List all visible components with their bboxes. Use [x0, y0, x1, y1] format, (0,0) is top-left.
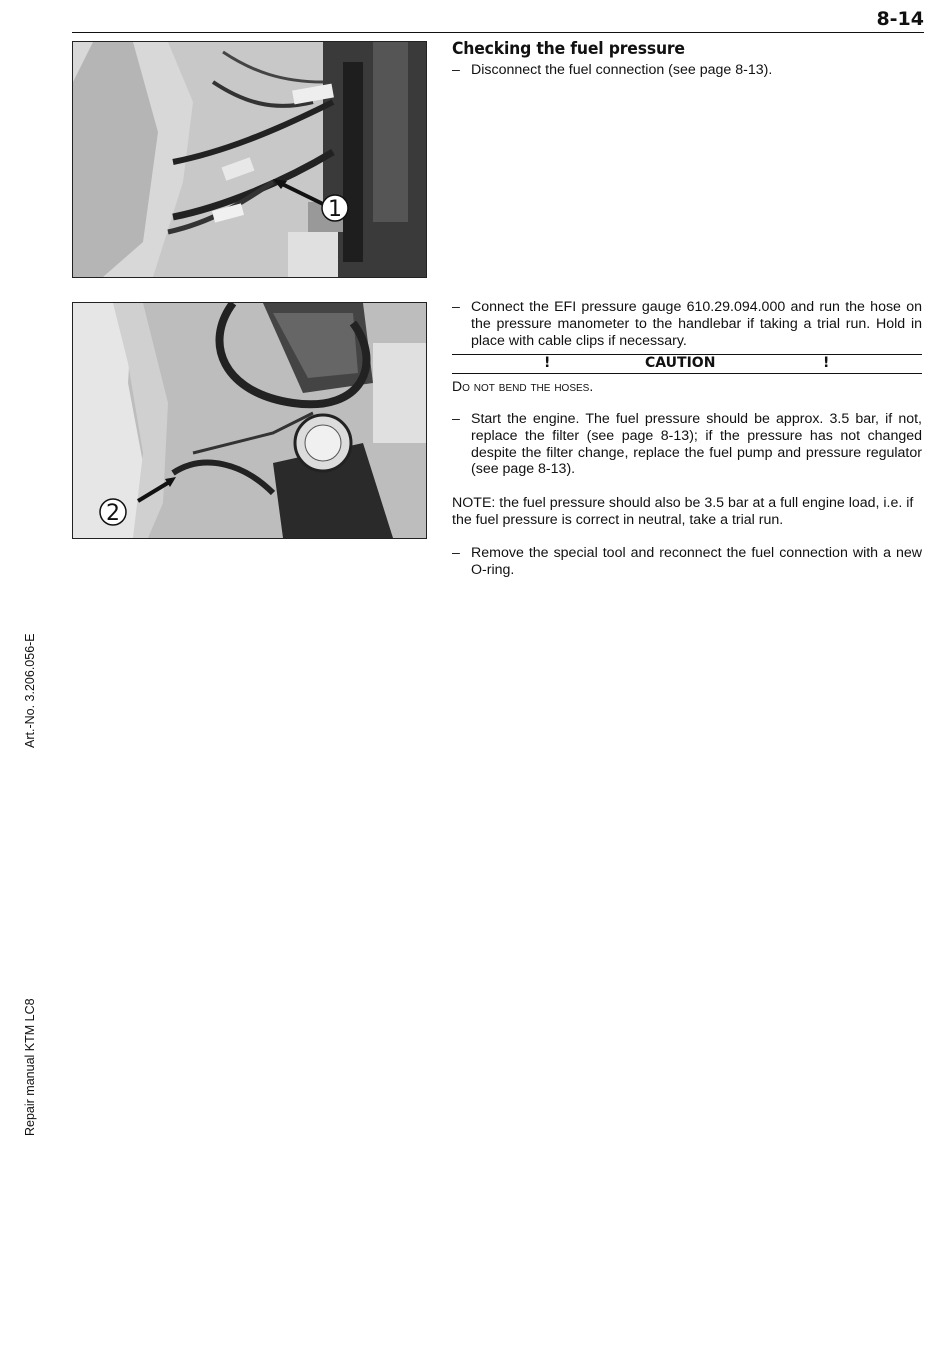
- caution-text: Do not bend the hoses.: [452, 378, 594, 394]
- callout-1: 1: [328, 197, 342, 222]
- caution-mark-right: !: [823, 355, 830, 371]
- step-text: Connect the EFI pressure gauge 610.29.094.000 and run the hose on the pressure manometer to the handlebar if taking a trial run. Hold in place with cable clips if necessary.: [471, 299, 922, 349]
- callout-2: 2: [106, 501, 120, 526]
- page-header: [72, 6, 924, 33]
- dash-marker: –: [452, 299, 460, 315]
- step-text: Remove the special tool and reconnect the fuel connection with a new O-ring.: [471, 545, 922, 578]
- dash-marker: –: [452, 411, 460, 427]
- pressure-gauge-photo: [72, 302, 427, 539]
- step-disconnect: [452, 62, 922, 79]
- fuel-connection-photo: [72, 41, 427, 278]
- step-connect-gauge: [452, 299, 922, 349]
- step-text: Disconnect the fuel connection (see page 8-13).: [471, 62, 773, 78]
- caution-bar: [452, 354, 922, 374]
- dash-marker: –: [452, 545, 460, 561]
- note-paragraph: NOTE: the fuel pressure should also be 3.5 bar at a full engine load, i.e. if the fuel pressure is correct in neutral, take a trial run.: [452, 495, 914, 528]
- caution-label: CAUTION: [645, 355, 716, 371]
- step-start-engine: [452, 411, 922, 478]
- caution-mark-left: !: [544, 355, 551, 371]
- section-title: Checking the fuel pressure: [452, 39, 685, 59]
- dash-marker: –: [452, 62, 460, 78]
- page-number: 8-14: [876, 8, 924, 30]
- side-manual-title: Repair manual KTM LC8: [23, 998, 37, 1136]
- side-art-number: Art.-No. 3.206.056-E: [23, 633, 37, 748]
- step-remove-tool: [452, 545, 922, 579]
- step-text: Start the engine. The fuel pressure should be approx. 3.5 bar, if not, replace the filter (see page 8-13); if the pressure has not changed despite the filter change, replace the fuel pump and pressure regulator (see page 8-13).: [471, 411, 922, 478]
